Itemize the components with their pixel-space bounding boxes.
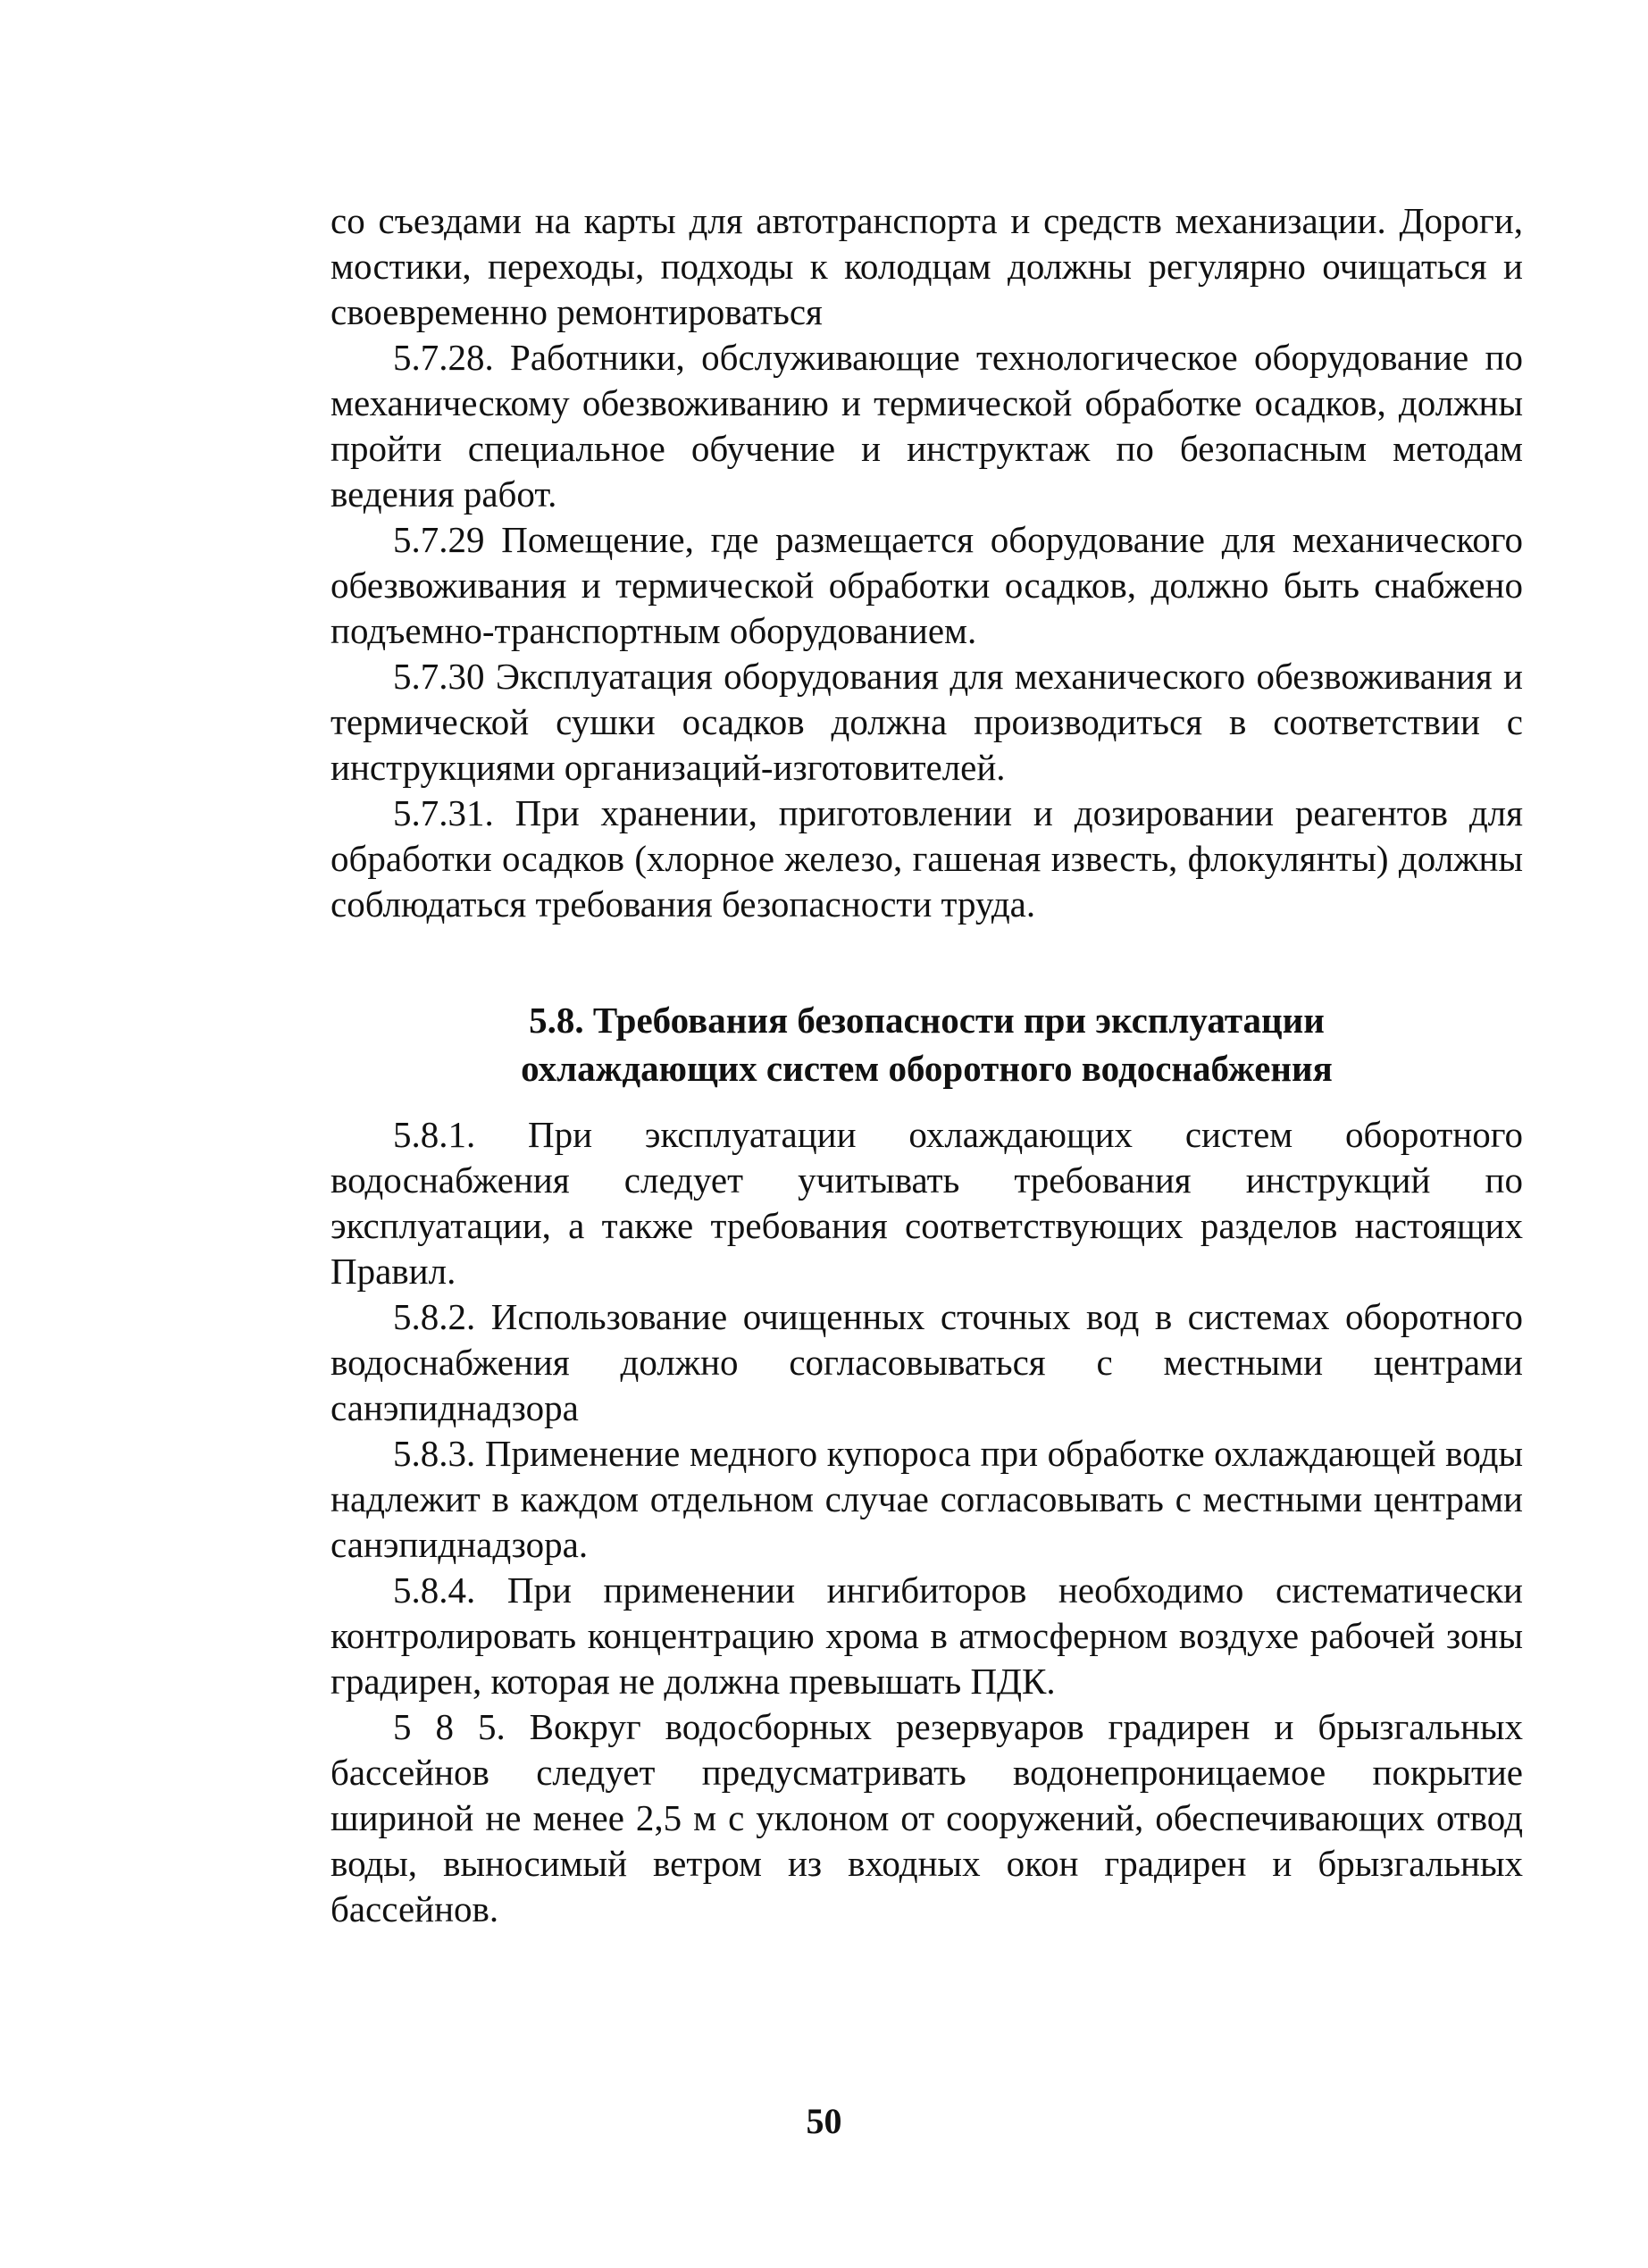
paragraph-5-8-1: 5.8.1. При эксплуатации охлаждающих систем оборотного водоснабжения следует учитывать требования инструкций по эксплуатации, а также требования соответствующих разделов настоящих Правил. (330, 1114, 1523, 1292)
paragraph-5-8-5: 5 8 5. Вокруг водосборных резервуаров градирен и брызгальных бассейнов следует предусматривать водонепроницаемое покрытие шириной не менее 2,5 м с уклоном от сооружений, обеспечивающих отвод воды, выносимый ветром из входных окон градирен и брызгальных бассейнов. (330, 1706, 1523, 1929)
paragraph-5-7-28: 5.7.28. Работники, обслуживающие технологическое оборудование по механическому обезвоживанию и термической обработке осадков, должны пройти специальное обучение и инструктаж по безопасным методам ведения работ. (330, 337, 1523, 515)
paragraph-5-7-30: 5.7.30 Эксплуатация оборудования для механического обезвоживания и термической сушки осадков должна производиться в соответствии с инструкциями организаций-изготовителей. (330, 656, 1523, 788)
section-heading (330, 996, 1523, 1092)
section-heading-line-2: охлаждающих систем оборотного водоснабжения (521, 1048, 1333, 1089)
paragraph-5-7-31: 5.7.31. При хранении, приготовлении и дозировании реагентов для обработки осадков (хлорное железо, гашеная известь, флокулянты) должны соблюдаться требования безопасности труда. (330, 792, 1523, 925)
continuation-paragraph: со съездами на карты для автотранспорта и средств механизации. Дороги, мостики, переходы, подходы к колодцам должны регулярно очищаться и своевременно ремонтироваться (330, 200, 1523, 332)
paragraph-5-8-2: 5.8.2. Использование очищенных сточных вод в системах оборотного водоснабжения должно согласовываться с местными центрами санэпиднадзора (330, 1296, 1523, 1428)
paragraph-5-7-29: 5.7.29 Помещение, где размещается оборудование для механического обезвоживания и термической обработки осадков, должно быть снабжено подъемно-транспортным оборудованием. (330, 519, 1523, 651)
page-number: 50 (806, 2101, 842, 2141)
top-text-block (330, 198, 1523, 927)
section-heading-line-1: 5.8. Требования безопасности при эксплуатации (529, 1000, 1325, 1041)
paragraph-5-8-4: 5.8.4. При применении ингибиторов необходимо систематически контролировать концентрацию хрома в атмосферном воздухе рабочей зоны градирен, которая не должна превышать ПДК. (330, 1569, 1523, 1702)
paragraph-5-8-3: 5.8.3. Применение медного купороса при обработке охлаждающей воды надлежит в каждом отдельном случае согласовывать с местными центрами санэпиднадзора. (330, 1433, 1523, 1565)
bottom-text-block (330, 1112, 1523, 1932)
